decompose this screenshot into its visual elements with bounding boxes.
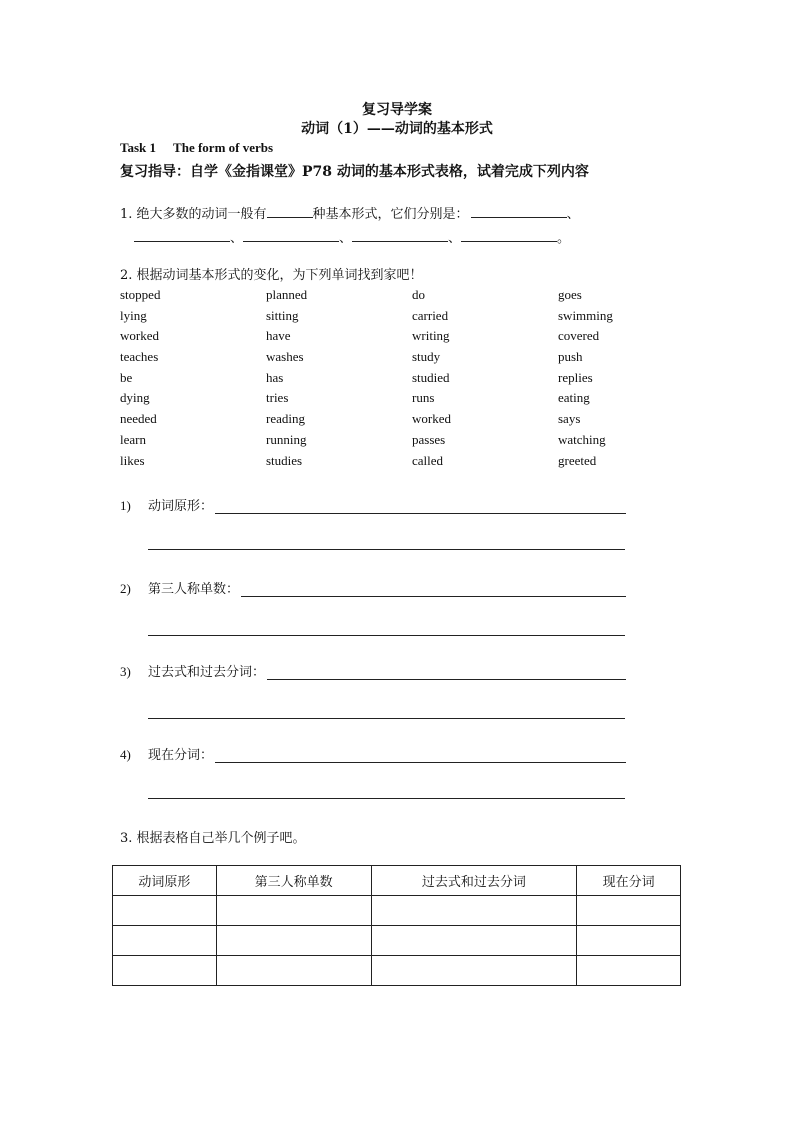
- page-subtitle: 动词（1）——动词的基本形式: [301, 121, 493, 137]
- answer-line[interactable]: [267, 666, 626, 680]
- table-cell[interactable]: [577, 896, 681, 926]
- separator: 、: [230, 231, 244, 246]
- question-1-text-a: 1. 绝大多数的动词一般有: [120, 207, 267, 222]
- word-item: greeted: [558, 452, 597, 468]
- question-1-text-b: 种基本形式，它们分别是：: [312, 207, 469, 222]
- table-cell[interactable]: [216, 956, 371, 986]
- separator: 、: [448, 231, 462, 246]
- word-item: learn: [120, 431, 146, 447]
- end-mark: 。: [557, 231, 571, 246]
- word-item: has: [266, 369, 284, 385]
- table-header: 过去式和过去分词: [371, 866, 577, 896]
- form-blank-3[interactable]: [243, 228, 339, 242]
- word-item: studies: [266, 452, 303, 468]
- word-item: worked: [412, 411, 451, 427]
- word-item: running: [266, 431, 307, 447]
- form-blank-5[interactable]: [461, 228, 557, 242]
- question-1: [120, 203, 580, 222]
- answer-number: 2): [120, 581, 131, 596]
- word-item: says: [558, 411, 581, 427]
- word-item: tries: [266, 390, 289, 406]
- question-2: 2. 根据动词基本形式的变化，为下列单词找到家吧！: [120, 268, 423, 283]
- word-item: studied: [412, 369, 450, 385]
- word-item: replies: [558, 369, 593, 385]
- answer-line-extra[interactable]: [148, 635, 625, 636]
- word-item: swimming: [558, 307, 613, 323]
- form-blank-1[interactable]: [471, 204, 567, 218]
- answer-line[interactable]: [215, 749, 626, 763]
- table-row: [113, 956, 681, 986]
- question-1-line-2: [134, 227, 570, 246]
- table-header: 第三人称单数: [216, 866, 371, 896]
- table-header: 现在分词: [577, 866, 681, 896]
- word-item: dying: [120, 390, 150, 406]
- task-heading: [120, 140, 273, 156]
- word-item: called: [412, 452, 444, 468]
- table-cell[interactable]: [577, 956, 681, 986]
- answer-line-extra[interactable]: [148, 549, 625, 550]
- table-cell[interactable]: [216, 926, 371, 956]
- table-cell[interactable]: [113, 896, 217, 926]
- word-item: eating: [558, 390, 590, 406]
- answer-row-3: [120, 661, 626, 680]
- word-list: [120, 286, 680, 472]
- answer-label: 过去式和过去分词：: [148, 665, 266, 680]
- table-cell[interactable]: [577, 926, 681, 956]
- separator: 、: [339, 231, 353, 246]
- answer-number: 3): [120, 664, 131, 679]
- separator: 、: [566, 207, 580, 222]
- answer-row-2: [120, 578, 626, 597]
- word-item: sitting: [266, 307, 299, 323]
- word-item: lying: [120, 307, 147, 323]
- table-header-row: [113, 866, 681, 896]
- word-item: push: [558, 349, 583, 365]
- word-item: likes: [120, 452, 145, 468]
- word-item: washes: [266, 349, 304, 365]
- word-item: teaches: [120, 349, 159, 365]
- word-item: goes: [558, 287, 582, 302]
- table-cell[interactable]: [371, 926, 577, 956]
- answer-number: 4): [120, 747, 131, 762]
- answer-line-extra[interactable]: [148, 798, 625, 799]
- word-item: study: [412, 349, 441, 365]
- table-cell[interactable]: [113, 956, 217, 986]
- word-item: writing: [412, 328, 450, 344]
- word-item: do: [412, 287, 425, 302]
- answer-label: 动词原形：: [148, 499, 214, 514]
- task-name: The form of verbs: [173, 140, 274, 155]
- table-row: [113, 926, 681, 956]
- answer-line[interactable]: [215, 500, 626, 514]
- answer-number: 1): [120, 498, 131, 513]
- word-item: covered: [558, 328, 600, 344]
- answer-line[interactable]: [241, 583, 626, 597]
- review-guide: 复习指导：自学《金指课堂》P78 动词的基本形式表格，试着完成下列内容: [120, 164, 589, 180]
- word-item: planned: [266, 287, 308, 302]
- task-label: Task 1: [120, 140, 157, 155]
- word-item: passes: [412, 431, 446, 447]
- word-item: runs: [412, 390, 435, 406]
- answer-row-1: [120, 495, 626, 514]
- count-blank[interactable]: [267, 204, 313, 218]
- example-table: [112, 865, 681, 986]
- table-cell[interactable]: [216, 896, 371, 926]
- word-item: have: [266, 328, 291, 344]
- answer-line-extra[interactable]: [148, 718, 625, 719]
- table-cell[interactable]: [371, 896, 577, 926]
- word-item: carried: [412, 307, 449, 323]
- word-item: watching: [558, 431, 606, 447]
- table-row: [113, 896, 681, 926]
- answer-label: 现在分词：: [148, 748, 214, 763]
- table-cell[interactable]: [371, 956, 577, 986]
- form-blank-2[interactable]: [134, 228, 230, 242]
- word-item: be: [120, 369, 133, 385]
- table-header: 动词原形: [113, 866, 217, 896]
- page-title: 复习导学案: [362, 102, 432, 118]
- table-cell[interactable]: [113, 926, 217, 956]
- word-item: worked: [120, 328, 159, 344]
- answer-row-4: [120, 744, 626, 763]
- question-3: 3. 根据表格自己举几个例子吧。: [120, 831, 306, 846]
- word-item: stopped: [120, 287, 161, 302]
- word-item: needed: [120, 411, 157, 427]
- word-item: reading: [266, 411, 305, 427]
- form-blank-4[interactable]: [352, 228, 448, 242]
- answer-label: 第三人称单数：: [148, 582, 240, 597]
